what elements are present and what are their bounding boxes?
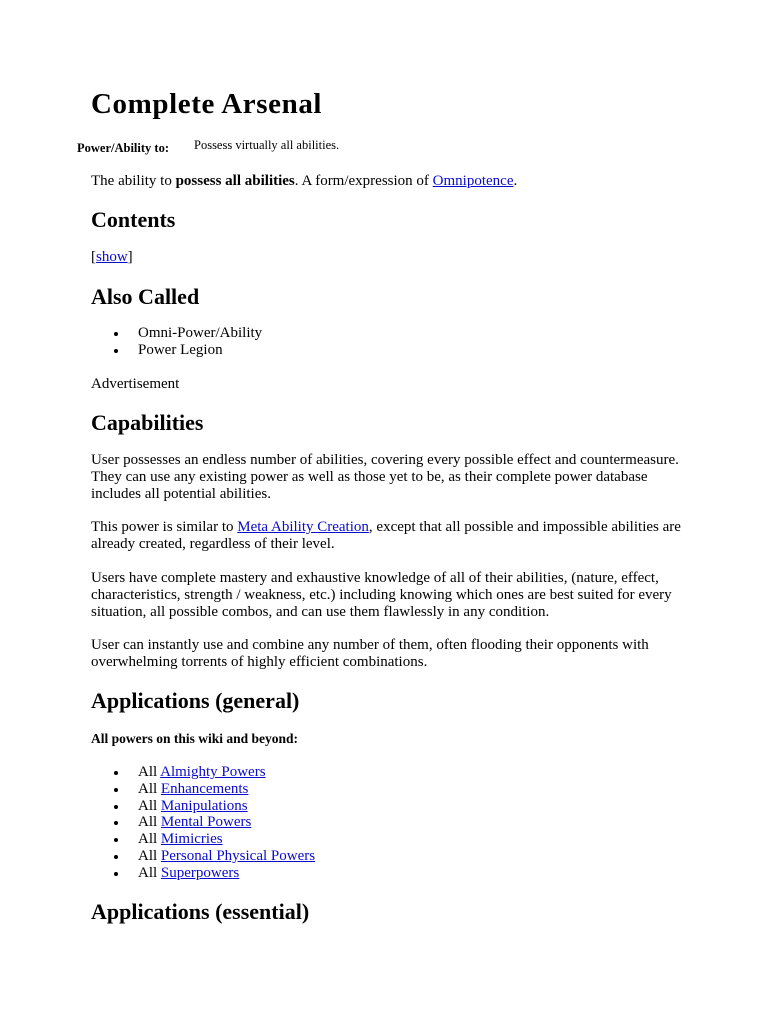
capabilities-heading: Capabilities bbox=[91, 410, 204, 435]
also-called-heading: Also Called bbox=[91, 284, 200, 309]
capabilities-paragraph-4 bbox=[91, 637, 691, 671]
meta-ability-creation-link[interactable]: Meta Ability Creation bbox=[237, 519, 369, 535]
infobox-label: Power/Ability to: bbox=[77, 141, 169, 155]
list-item bbox=[91, 342, 262, 359]
applications-general-subheading bbox=[91, 730, 691, 747]
applications-essential-heading: Applications (essential) bbox=[91, 899, 310, 924]
bullet-icon bbox=[114, 332, 118, 336]
page-title: Complete Arsenal bbox=[91, 88, 323, 120]
list-item bbox=[91, 798, 315, 815]
bullet-icon bbox=[114, 788, 118, 792]
list-item bbox=[91, 865, 315, 882]
capabilities-paragraph-3 bbox=[91, 570, 691, 621]
advertisement-label bbox=[91, 376, 691, 393]
list-item bbox=[91, 325, 262, 342]
bullet-icon bbox=[114, 838, 118, 842]
list-item-text: Omni-Power/Ability bbox=[138, 325, 263, 341]
contents-close-bracket: ] bbox=[127, 249, 133, 265]
list-item-prefix: All bbox=[138, 847, 158, 864]
also-called-list bbox=[91, 325, 262, 359]
list-item-prefix: All bbox=[138, 764, 158, 780]
applications-general-heading: Applications (general) bbox=[91, 688, 300, 713]
list-item-prefix: All bbox=[138, 814, 158, 831]
intro-prefix: The ability to bbox=[91, 173, 176, 189]
capabilities-text-3: Users have complete mastery and exhaustive knowledge of all of their abilities, (nature, effect, characteristics, strength / weakness, etc.) including knowing which ones are best suited for every situation, all possible combos, and can use them flawlessly in any condition. bbox=[91, 570, 672, 620]
intro-middle: . A form/expression of bbox=[294, 173, 433, 189]
bullet-icon bbox=[114, 771, 118, 775]
intro-suffix: . bbox=[513, 173, 518, 189]
enhancements-link[interactable]: Enhancements bbox=[160, 780, 249, 797]
advertisement-text: Advertisement bbox=[91, 376, 180, 392]
list-item-prefix: All bbox=[138, 797, 158, 814]
capabilities-text-4: User can instantly use and combine any number of them, often flooding their opponents with overwhelming torrents of highly efficient combinations. bbox=[91, 637, 649, 670]
list-item bbox=[91, 848, 315, 865]
list-item-prefix: All bbox=[138, 864, 158, 881]
contents-show-link[interactable]: show bbox=[96, 249, 128, 265]
capabilities-paragraph-1 bbox=[91, 452, 691, 503]
bullet-icon bbox=[114, 805, 118, 809]
contents-toggle bbox=[91, 249, 691, 266]
omnipotence-link[interactable]: Omnipotence bbox=[432, 173, 514, 189]
bullet-icon bbox=[114, 855, 118, 859]
capabilities-text-1: User possesses an endless number of abilities, covering every possible effect and countermeasure. They can use any existing power as well as those yet to be, as their complete power database includes all potential abilities. bbox=[91, 452, 679, 502]
almighty-powers-link[interactable]: Almighty Powers bbox=[160, 764, 266, 780]
capabilities-paragraph-2 bbox=[91, 519, 691, 553]
mimicries-link[interactable]: Mimicries bbox=[160, 831, 223, 848]
bullet-icon bbox=[114, 349, 118, 353]
manipulations-link[interactable]: Manipulations bbox=[160, 797, 248, 814]
contents-heading: Contents bbox=[91, 207, 176, 232]
applications-general-subheading-text: All powers on this wiki and beyond: bbox=[91, 731, 299, 746]
intro-paragraph bbox=[91, 173, 691, 190]
intro-bold: possess all abilities bbox=[175, 173, 295, 189]
mental-powers-link[interactable]: Mental Powers bbox=[160, 814, 252, 831]
list-item bbox=[91, 814, 315, 831]
list-item bbox=[91, 781, 315, 798]
list-item bbox=[91, 831, 315, 848]
capabilities-text-2-prefix: This power is similar to bbox=[91, 519, 238, 535]
superpowers-link[interactable]: Superpowers bbox=[160, 864, 240, 881]
applications-general-list bbox=[91, 764, 315, 882]
list-item-text: Power Legion bbox=[138, 341, 223, 358]
bullet-icon bbox=[114, 872, 118, 876]
contents-open-bracket: [ bbox=[91, 249, 96, 265]
list-item bbox=[91, 764, 315, 781]
list-item-prefix: All bbox=[138, 780, 158, 797]
list-item-prefix: All bbox=[138, 831, 158, 848]
personal-physical-powers-link[interactable]: Personal Physical Powers bbox=[160, 847, 316, 864]
capabilities-text-2-suffix: , except that all possible and impossible abilities are already created, regardless of their level. bbox=[91, 519, 681, 552]
bullet-icon bbox=[114, 821, 118, 825]
infobox-value: Possess virtually all abilities. bbox=[194, 138, 340, 152]
